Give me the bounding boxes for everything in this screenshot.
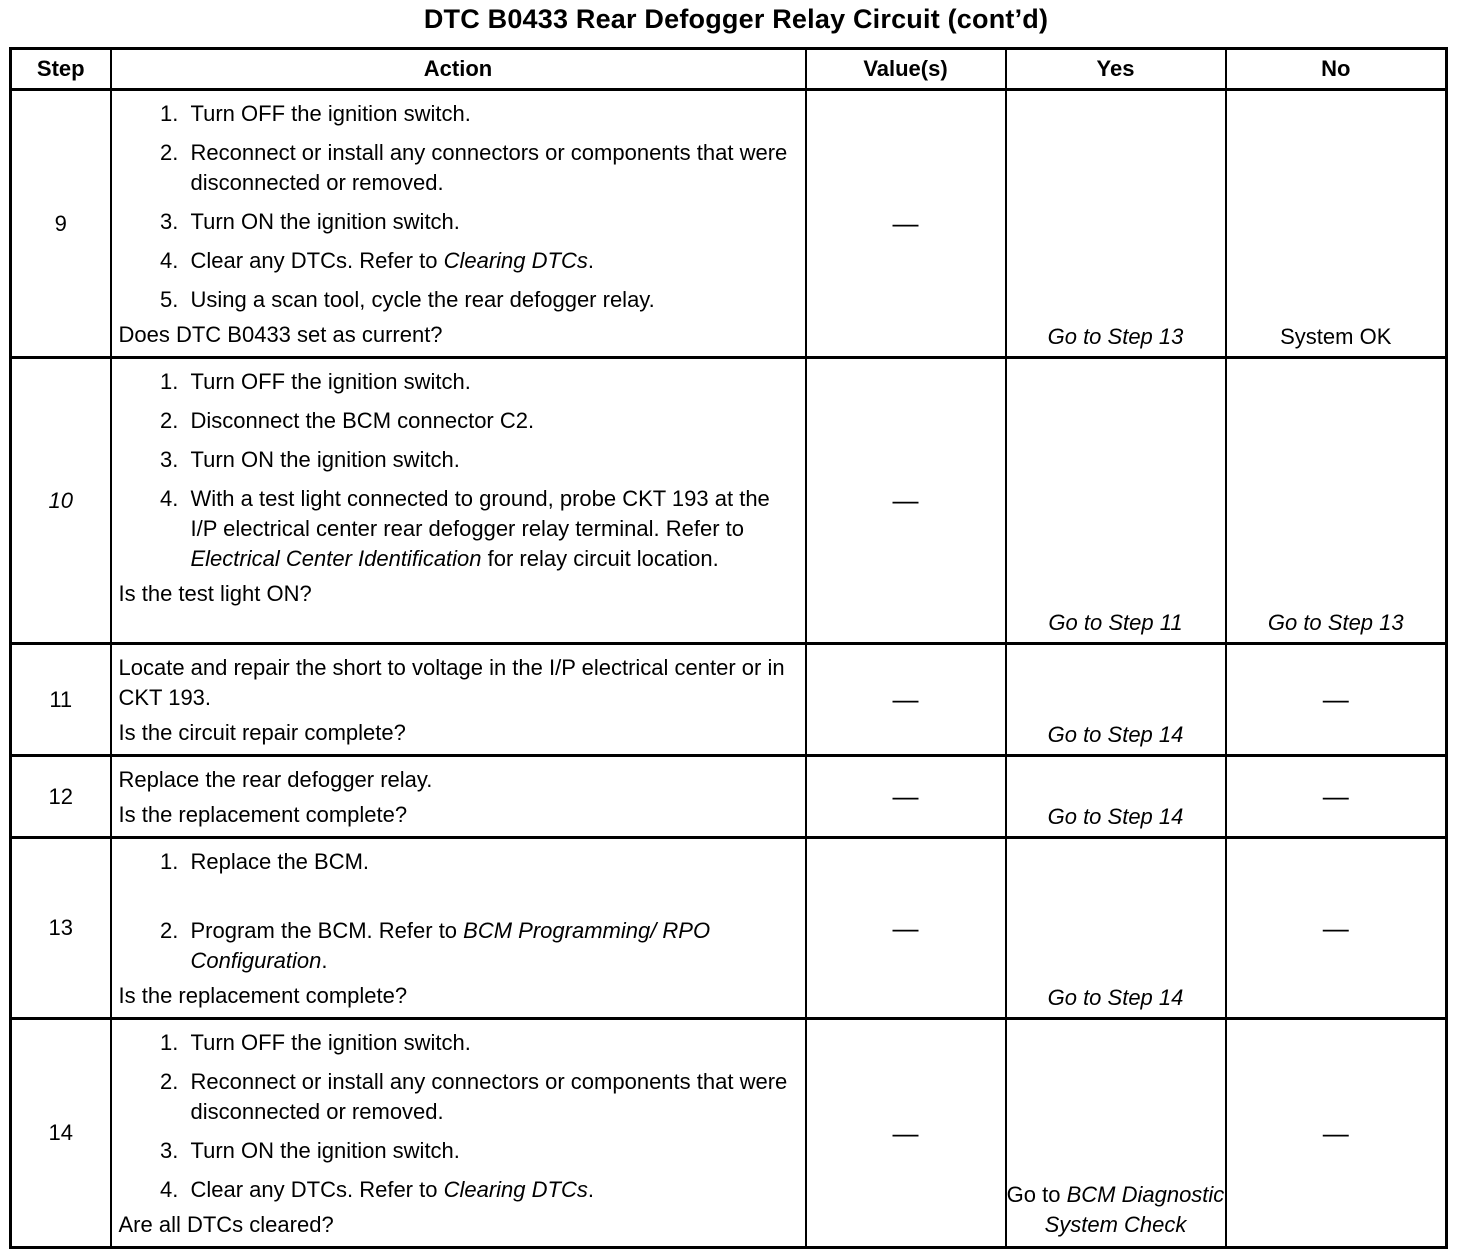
reference-link: Clearing DTCs — [443, 248, 588, 273]
action-item: 2. Program the BCM. Refer to BCM Programming/ RPO Configuration. — [185, 916, 799, 976]
action-cell — [111, 644, 806, 756]
yes-cell — [1006, 1019, 1226, 1248]
action-item: 2. Reconnect or install any connectors or components that were disconnected or removed. — [185, 1067, 799, 1127]
step-number: 14 — [11, 1019, 111, 1248]
yes-cell: Go to Step 14 — [1006, 756, 1226, 838]
yes-cell: Go to Step 14 — [1006, 644, 1226, 756]
action-text: Locate and repair the short to voltage in the I/P electrical center or in CKT 193. — [118, 655, 785, 710]
yes-cell: Go to Step 11 — [1006, 358, 1226, 644]
action-cell — [111, 838, 806, 1019]
table-row — [11, 756, 1447, 838]
action-item: 3. Turn ON the ignition switch. — [185, 207, 799, 237]
no-cell: — — [1226, 644, 1447, 756]
step-number: 10 — [11, 358, 111, 644]
header-values: Value(s) — [806, 49, 1006, 90]
table-row — [11, 838, 1447, 1019]
header-row — [11, 49, 1447, 90]
action-item: 3. Turn ON the ignition switch. — [185, 445, 799, 475]
header-no: No — [1226, 49, 1447, 90]
value-cell: — — [806, 838, 1006, 1019]
value-cell: — — [806, 1019, 1006, 1248]
no-cell: — — [1226, 1019, 1447, 1248]
header-step: Step — [11, 49, 111, 90]
reference-link: Electrical Center Identification — [190, 546, 482, 571]
action-item: 4. Clear any DTCs. Refer to Clearing DTCs. — [185, 1175, 799, 1205]
no-cell: Go to Step 13 — [1226, 358, 1447, 644]
page-title: DTC B0433 Rear Defogger Relay Circuit (cont’d) — [423, 4, 1049, 34]
action-cell — [111, 756, 806, 838]
action-question: Is the circuit repair complete? — [118, 720, 406, 745]
action-item: 4. Clear any DTCs. Refer to Clearing DTCs. — [185, 246, 799, 276]
yes-cell: Go to Step 14 — [1006, 838, 1226, 1019]
action-cell — [111, 90, 806, 358]
value-cell: — — [806, 90, 1006, 358]
action-item: 1. Replace the BCM. — [185, 847, 799, 877]
reference-link: Clearing DTCs — [443, 1177, 588, 1202]
action-item: 5. Using a scan tool, cycle the rear defogger relay. — [185, 285, 799, 315]
action-question: Are all DTCs cleared? — [118, 1212, 334, 1237]
action-item: 3. Turn ON the ignition switch. — [185, 1136, 799, 1166]
yes-prefix: Go to — [1006, 1182, 1067, 1207]
diagnostic-table — [9, 47, 1448, 1249]
step-number: 13 — [11, 838, 111, 1019]
no-cell: — — [1226, 756, 1447, 838]
step-number: 11 — [11, 644, 111, 756]
action-item: 1. Turn OFF the ignition switch. — [185, 367, 799, 397]
table-row — [11, 90, 1447, 358]
action-question: Is the replacement complete? — [118, 802, 408, 827]
table-row — [11, 358, 1447, 644]
action-cell — [111, 1019, 806, 1248]
header-yes: Yes — [1006, 49, 1226, 90]
table-row — [11, 1019, 1447, 1248]
no-cell: — — [1226, 838, 1447, 1019]
action-text: Replace the rear defogger relay. — [118, 767, 433, 792]
value-cell: — — [806, 358, 1006, 644]
action-item: 2. Disconnect the BCM connector C2. — [185, 406, 799, 436]
action-cell — [111, 358, 806, 644]
action-question: Is the replacement complete? — [118, 983, 408, 1008]
reference-link: BCM Programming/ RPO Configuration — [190, 918, 711, 973]
value-cell: — — [806, 756, 1006, 838]
action-item: 2. Reconnect or install any connectors or components that were disconnected or removed. — [185, 138, 799, 198]
action-question: Does DTC B0433 set as current? — [118, 322, 443, 347]
action-item: 1. Turn OFF the ignition switch. — [185, 1028, 799, 1058]
header-action: Action — [111, 49, 806, 90]
action-item: 4. With a test light connected to ground, probe CKT 193 at the I/P electrical center rear defogger relay terminal. Refer to Electrical Center Identification for relay circuit location. — [185, 484, 799, 574]
step-number: 9 — [11, 90, 111, 358]
table-row — [11, 644, 1447, 756]
step-number: 12 — [11, 756, 111, 838]
no-cell: System OK — [1226, 90, 1447, 358]
action-item: 1. Turn OFF the ignition switch. — [185, 99, 799, 129]
value-cell: — — [806, 644, 1006, 756]
reference-link: BCM Diagnostic System Check — [1044, 1182, 1225, 1237]
action-question: Is the test light ON? — [118, 581, 312, 606]
yes-cell: Go to Step 13 — [1006, 90, 1226, 358]
